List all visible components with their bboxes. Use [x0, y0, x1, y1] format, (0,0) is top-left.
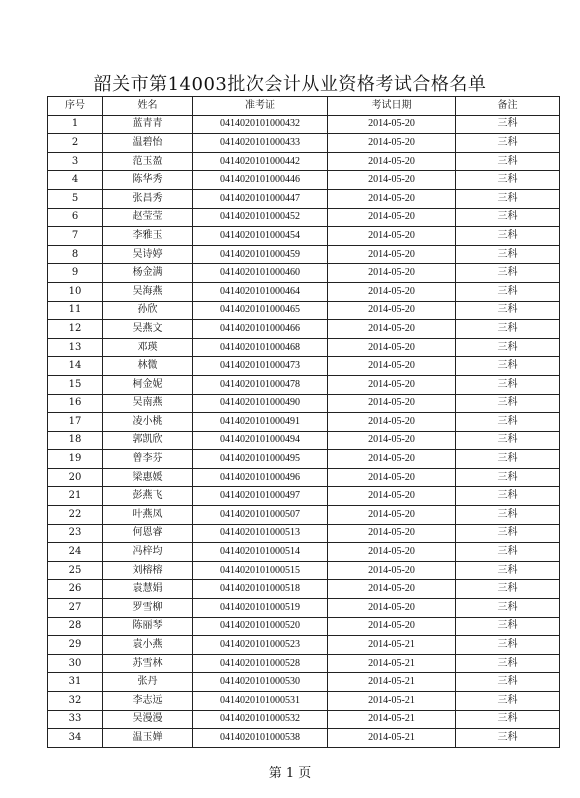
- cell-no: 17: [48, 413, 103, 432]
- cell-date: 2014-05-20: [328, 227, 456, 246]
- cell-note: 三科: [456, 245, 560, 264]
- cell-ticket: 0414020101000433: [193, 134, 328, 153]
- cell-note: 三科: [456, 301, 560, 320]
- table-row: [48, 524, 560, 543]
- cell-ticket: 0414020101000518: [193, 580, 328, 599]
- cell-name: 吴海燕: [103, 282, 193, 301]
- table-row: [48, 654, 560, 673]
- cell-name: 吴南燕: [103, 394, 193, 413]
- cell-note: 三科: [456, 338, 560, 357]
- cell-date: 2014-05-20: [328, 115, 456, 134]
- table-row: [48, 580, 560, 599]
- cell-date: 2014-05-20: [328, 171, 456, 190]
- cell-date: 2014-05-20: [328, 561, 456, 580]
- cell-ticket: 0414020101000530: [193, 673, 328, 692]
- cell-name: 赵莹莹: [103, 208, 193, 227]
- cell-date: 2014-05-21: [328, 673, 456, 692]
- cell-note: 三科: [456, 617, 560, 636]
- cell-name: 吴燕文: [103, 320, 193, 339]
- cell-note: 三科: [456, 208, 560, 227]
- cell-note: 三科: [456, 282, 560, 301]
- cell-ticket: 0414020101000465: [193, 301, 328, 320]
- cell-note: 三科: [456, 115, 560, 134]
- table-row: [48, 431, 560, 450]
- cell-name: 梁惠媛: [103, 468, 193, 487]
- column-header-no: 序号: [48, 97, 103, 116]
- cell-name: 刘榕榕: [103, 561, 193, 580]
- table-row: [48, 208, 560, 227]
- cell-name: 蓝青青: [103, 115, 193, 134]
- cell-name: 林微: [103, 357, 193, 376]
- cell-no: 13: [48, 338, 103, 357]
- table-row: [48, 320, 560, 339]
- table-row: [48, 692, 560, 711]
- cell-note: 三科: [456, 189, 560, 208]
- cell-no: 11: [48, 301, 103, 320]
- cell-ticket: 0414020101000531: [193, 692, 328, 711]
- table-row: [48, 152, 560, 171]
- cell-note: 三科: [456, 468, 560, 487]
- cell-note: 三科: [456, 487, 560, 506]
- table-row: [48, 617, 560, 636]
- cell-date: 2014-05-21: [328, 729, 456, 748]
- cell-no: 22: [48, 506, 103, 525]
- cell-ticket: 0414020101000490: [193, 394, 328, 413]
- cell-name: 吴漫漫: [103, 710, 193, 729]
- cell-name: 彭燕飞: [103, 487, 193, 506]
- table-row: [48, 561, 560, 580]
- table-row: [48, 636, 560, 655]
- cell-no: 6: [48, 208, 103, 227]
- cell-date: 2014-05-20: [328, 431, 456, 450]
- cell-no: 10: [48, 282, 103, 301]
- cell-note: 三科: [456, 431, 560, 450]
- cell-ticket: 0414020101000520: [193, 617, 328, 636]
- cell-date: 2014-05-21: [328, 654, 456, 673]
- cell-ticket: 0414020101000528: [193, 654, 328, 673]
- cell-date: 2014-05-21: [328, 710, 456, 729]
- cell-date: 2014-05-20: [328, 134, 456, 153]
- cell-date: 2014-05-20: [328, 208, 456, 227]
- cell-no: 32: [48, 692, 103, 711]
- table-row: [48, 189, 560, 208]
- table-header-row: [48, 97, 560, 116]
- cell-date: 2014-05-20: [328, 245, 456, 264]
- cell-ticket: 0414020101000454: [193, 227, 328, 246]
- cell-no: 16: [48, 394, 103, 413]
- table-row: [48, 282, 560, 301]
- cell-note: 三科: [456, 375, 560, 394]
- table-body: [48, 115, 560, 747]
- cell-note: 三科: [456, 673, 560, 692]
- table-row: [48, 506, 560, 525]
- cell-ticket: 0414020101000460: [193, 264, 328, 283]
- cell-name: 苏雪林: [103, 654, 193, 673]
- cell-name: 李雅玉: [103, 227, 193, 246]
- cell-no: 9: [48, 264, 103, 283]
- cell-note: 三科: [456, 413, 560, 432]
- cell-name: 凌小桃: [103, 413, 193, 432]
- cell-note: 三科: [456, 543, 560, 562]
- cell-no: 30: [48, 654, 103, 673]
- cell-ticket: 0414020101000514: [193, 543, 328, 562]
- table-row: [48, 245, 560, 264]
- cell-ticket: 0414020101000495: [193, 450, 328, 469]
- cell-name: 袁慧娟: [103, 580, 193, 599]
- cell-note: 三科: [456, 524, 560, 543]
- cell-date: 2014-05-20: [328, 338, 456, 357]
- cell-ticket: 0414020101000432: [193, 115, 328, 134]
- cell-date: 2014-05-20: [328, 320, 456, 339]
- cell-no: 7: [48, 227, 103, 246]
- cell-ticket: 0414020101000459: [193, 245, 328, 264]
- cell-ticket: 0414020101000496: [193, 468, 328, 487]
- cell-date: 2014-05-20: [328, 394, 456, 413]
- results-table: [47, 96, 560, 748]
- table-row: [48, 729, 560, 748]
- table-row: [48, 487, 560, 506]
- cell-date: 2014-05-20: [328, 487, 456, 506]
- cell-note: 三科: [456, 264, 560, 283]
- cell-no: 8: [48, 245, 103, 264]
- cell-ticket: 0414020101000507: [193, 506, 328, 525]
- table-row: [48, 134, 560, 153]
- cell-note: 三科: [456, 654, 560, 673]
- cell-name: 叶燕凤: [103, 506, 193, 525]
- cell-name: 温碧怡: [103, 134, 193, 153]
- cell-name: 柯金妮: [103, 375, 193, 394]
- cell-ticket: 0414020101000523: [193, 636, 328, 655]
- cell-no: 4: [48, 171, 103, 190]
- page-number: 第 1 页: [268, 766, 312, 781]
- cell-note: 三科: [456, 134, 560, 153]
- cell-no: 23: [48, 524, 103, 543]
- cell-ticket: 0414020101000538: [193, 729, 328, 748]
- cell-date: 2014-05-20: [328, 543, 456, 562]
- cell-name: 吴诗婷: [103, 245, 193, 264]
- cell-date: 2014-05-20: [328, 580, 456, 599]
- cell-ticket: 0414020101000494: [193, 431, 328, 450]
- cell-note: 三科: [456, 636, 560, 655]
- table-row: [48, 413, 560, 432]
- cell-name: 张丹: [103, 673, 193, 692]
- table-row: [48, 468, 560, 487]
- cell-name: 袁小燕: [103, 636, 193, 655]
- table-row: [48, 357, 560, 376]
- cell-note: 三科: [456, 227, 560, 246]
- cell-date: 2014-05-20: [328, 413, 456, 432]
- cell-date: 2014-05-20: [328, 617, 456, 636]
- cell-note: 三科: [456, 320, 560, 339]
- table-row: [48, 264, 560, 283]
- cell-date: 2014-05-20: [328, 264, 456, 283]
- cell-date: 2014-05-20: [328, 468, 456, 487]
- cell-date: 2014-05-20: [328, 357, 456, 376]
- cell-ticket: 0414020101000478: [193, 375, 328, 394]
- cell-date: 2014-05-20: [328, 524, 456, 543]
- cell-note: 三科: [456, 357, 560, 376]
- cell-ticket: 0414020101000464: [193, 282, 328, 301]
- cell-note: 三科: [456, 710, 560, 729]
- cell-ticket: 0414020101000468: [193, 338, 328, 357]
- cell-no: 1: [48, 115, 103, 134]
- cell-ticket: 0414020101000466: [193, 320, 328, 339]
- cell-no: 33: [48, 710, 103, 729]
- cell-no: 31: [48, 673, 103, 692]
- cell-name: 温玉婵: [103, 729, 193, 748]
- cell-date: 2014-05-21: [328, 636, 456, 655]
- table-row: [48, 115, 560, 134]
- cell-name: 邓瑛: [103, 338, 193, 357]
- cell-date: 2014-05-20: [328, 375, 456, 394]
- cell-date: 2014-05-20: [328, 599, 456, 618]
- cell-date: 2014-05-20: [328, 450, 456, 469]
- cell-date: 2014-05-20: [328, 152, 456, 171]
- column-header-name: 姓名: [103, 97, 193, 116]
- cell-ticket: 0414020101000446: [193, 171, 328, 190]
- table-row: [48, 710, 560, 729]
- cell-no: 34: [48, 729, 103, 748]
- cell-name: 罗雪柳: [103, 599, 193, 618]
- cell-no: 24: [48, 543, 103, 562]
- table-row: [48, 301, 560, 320]
- cell-name: 曾李芬: [103, 450, 193, 469]
- cell-date: 2014-05-21: [328, 692, 456, 711]
- cell-name: 陈丽琴: [103, 617, 193, 636]
- cell-no: 28: [48, 617, 103, 636]
- cell-no: 14: [48, 357, 103, 376]
- table-row: [48, 171, 560, 190]
- cell-name: 何恩睿: [103, 524, 193, 543]
- table-row: [48, 599, 560, 618]
- cell-ticket: 0414020101000519: [193, 599, 328, 618]
- cell-no: 5: [48, 189, 103, 208]
- cell-no: 20: [48, 468, 103, 487]
- cell-no: 12: [48, 320, 103, 339]
- cell-date: 2014-05-20: [328, 301, 456, 320]
- cell-note: 三科: [456, 729, 560, 748]
- table-row: [48, 394, 560, 413]
- document-title: 韶关市第14003批次会计从业资格考试合格名单: [93, 74, 487, 95]
- cell-name: 冯梓均: [103, 543, 193, 562]
- cell-note: 三科: [456, 599, 560, 618]
- cell-ticket: 0414020101000452: [193, 208, 328, 227]
- table-row: [48, 543, 560, 562]
- table-row: [48, 450, 560, 469]
- column-header-note: 备注: [456, 97, 560, 116]
- table-row: [48, 673, 560, 692]
- cell-no: 29: [48, 636, 103, 655]
- cell-ticket: 0414020101000515: [193, 561, 328, 580]
- cell-no: 21: [48, 487, 103, 506]
- cell-ticket: 0414020101000491: [193, 413, 328, 432]
- cell-ticket: 0414020101000473: [193, 357, 328, 376]
- cell-no: 25: [48, 561, 103, 580]
- cell-no: 19: [48, 450, 103, 469]
- cell-date: 2014-05-20: [328, 189, 456, 208]
- column-header-date: 考试日期: [328, 97, 456, 116]
- cell-name: 李志远: [103, 692, 193, 711]
- table-row: [48, 227, 560, 246]
- cell-note: 三科: [456, 506, 560, 525]
- table-row: [48, 338, 560, 357]
- cell-ticket: 0414020101000497: [193, 487, 328, 506]
- cell-ticket: 0414020101000532: [193, 710, 328, 729]
- cell-note: 三科: [456, 450, 560, 469]
- column-header-ticket: 准考证: [193, 97, 328, 116]
- cell-note: 三科: [456, 561, 560, 580]
- cell-name: 张昌秀: [103, 189, 193, 208]
- cell-no: 15: [48, 375, 103, 394]
- cell-note: 三科: [456, 152, 560, 171]
- cell-note: 三科: [456, 580, 560, 599]
- cell-name: 郭凯欣: [103, 431, 193, 450]
- cell-no: 2: [48, 134, 103, 153]
- cell-note: 三科: [456, 394, 560, 413]
- cell-note: 三科: [456, 692, 560, 711]
- cell-name: 杨金满: [103, 264, 193, 283]
- cell-ticket: 0414020101000513: [193, 524, 328, 543]
- cell-note: 三科: [456, 171, 560, 190]
- cell-date: 2014-05-20: [328, 282, 456, 301]
- cell-name: 陈华秀: [103, 171, 193, 190]
- table-row: [48, 375, 560, 394]
- cell-name: 范玉盈: [103, 152, 193, 171]
- cell-no: 3: [48, 152, 103, 171]
- cell-date: 2014-05-20: [328, 506, 456, 525]
- cell-no: 26: [48, 580, 103, 599]
- cell-name: 孙欣: [103, 301, 193, 320]
- cell-ticket: 0414020101000447: [193, 189, 328, 208]
- cell-no: 27: [48, 599, 103, 618]
- cell-ticket: 0414020101000442: [193, 152, 328, 171]
- cell-no: 18: [48, 431, 103, 450]
